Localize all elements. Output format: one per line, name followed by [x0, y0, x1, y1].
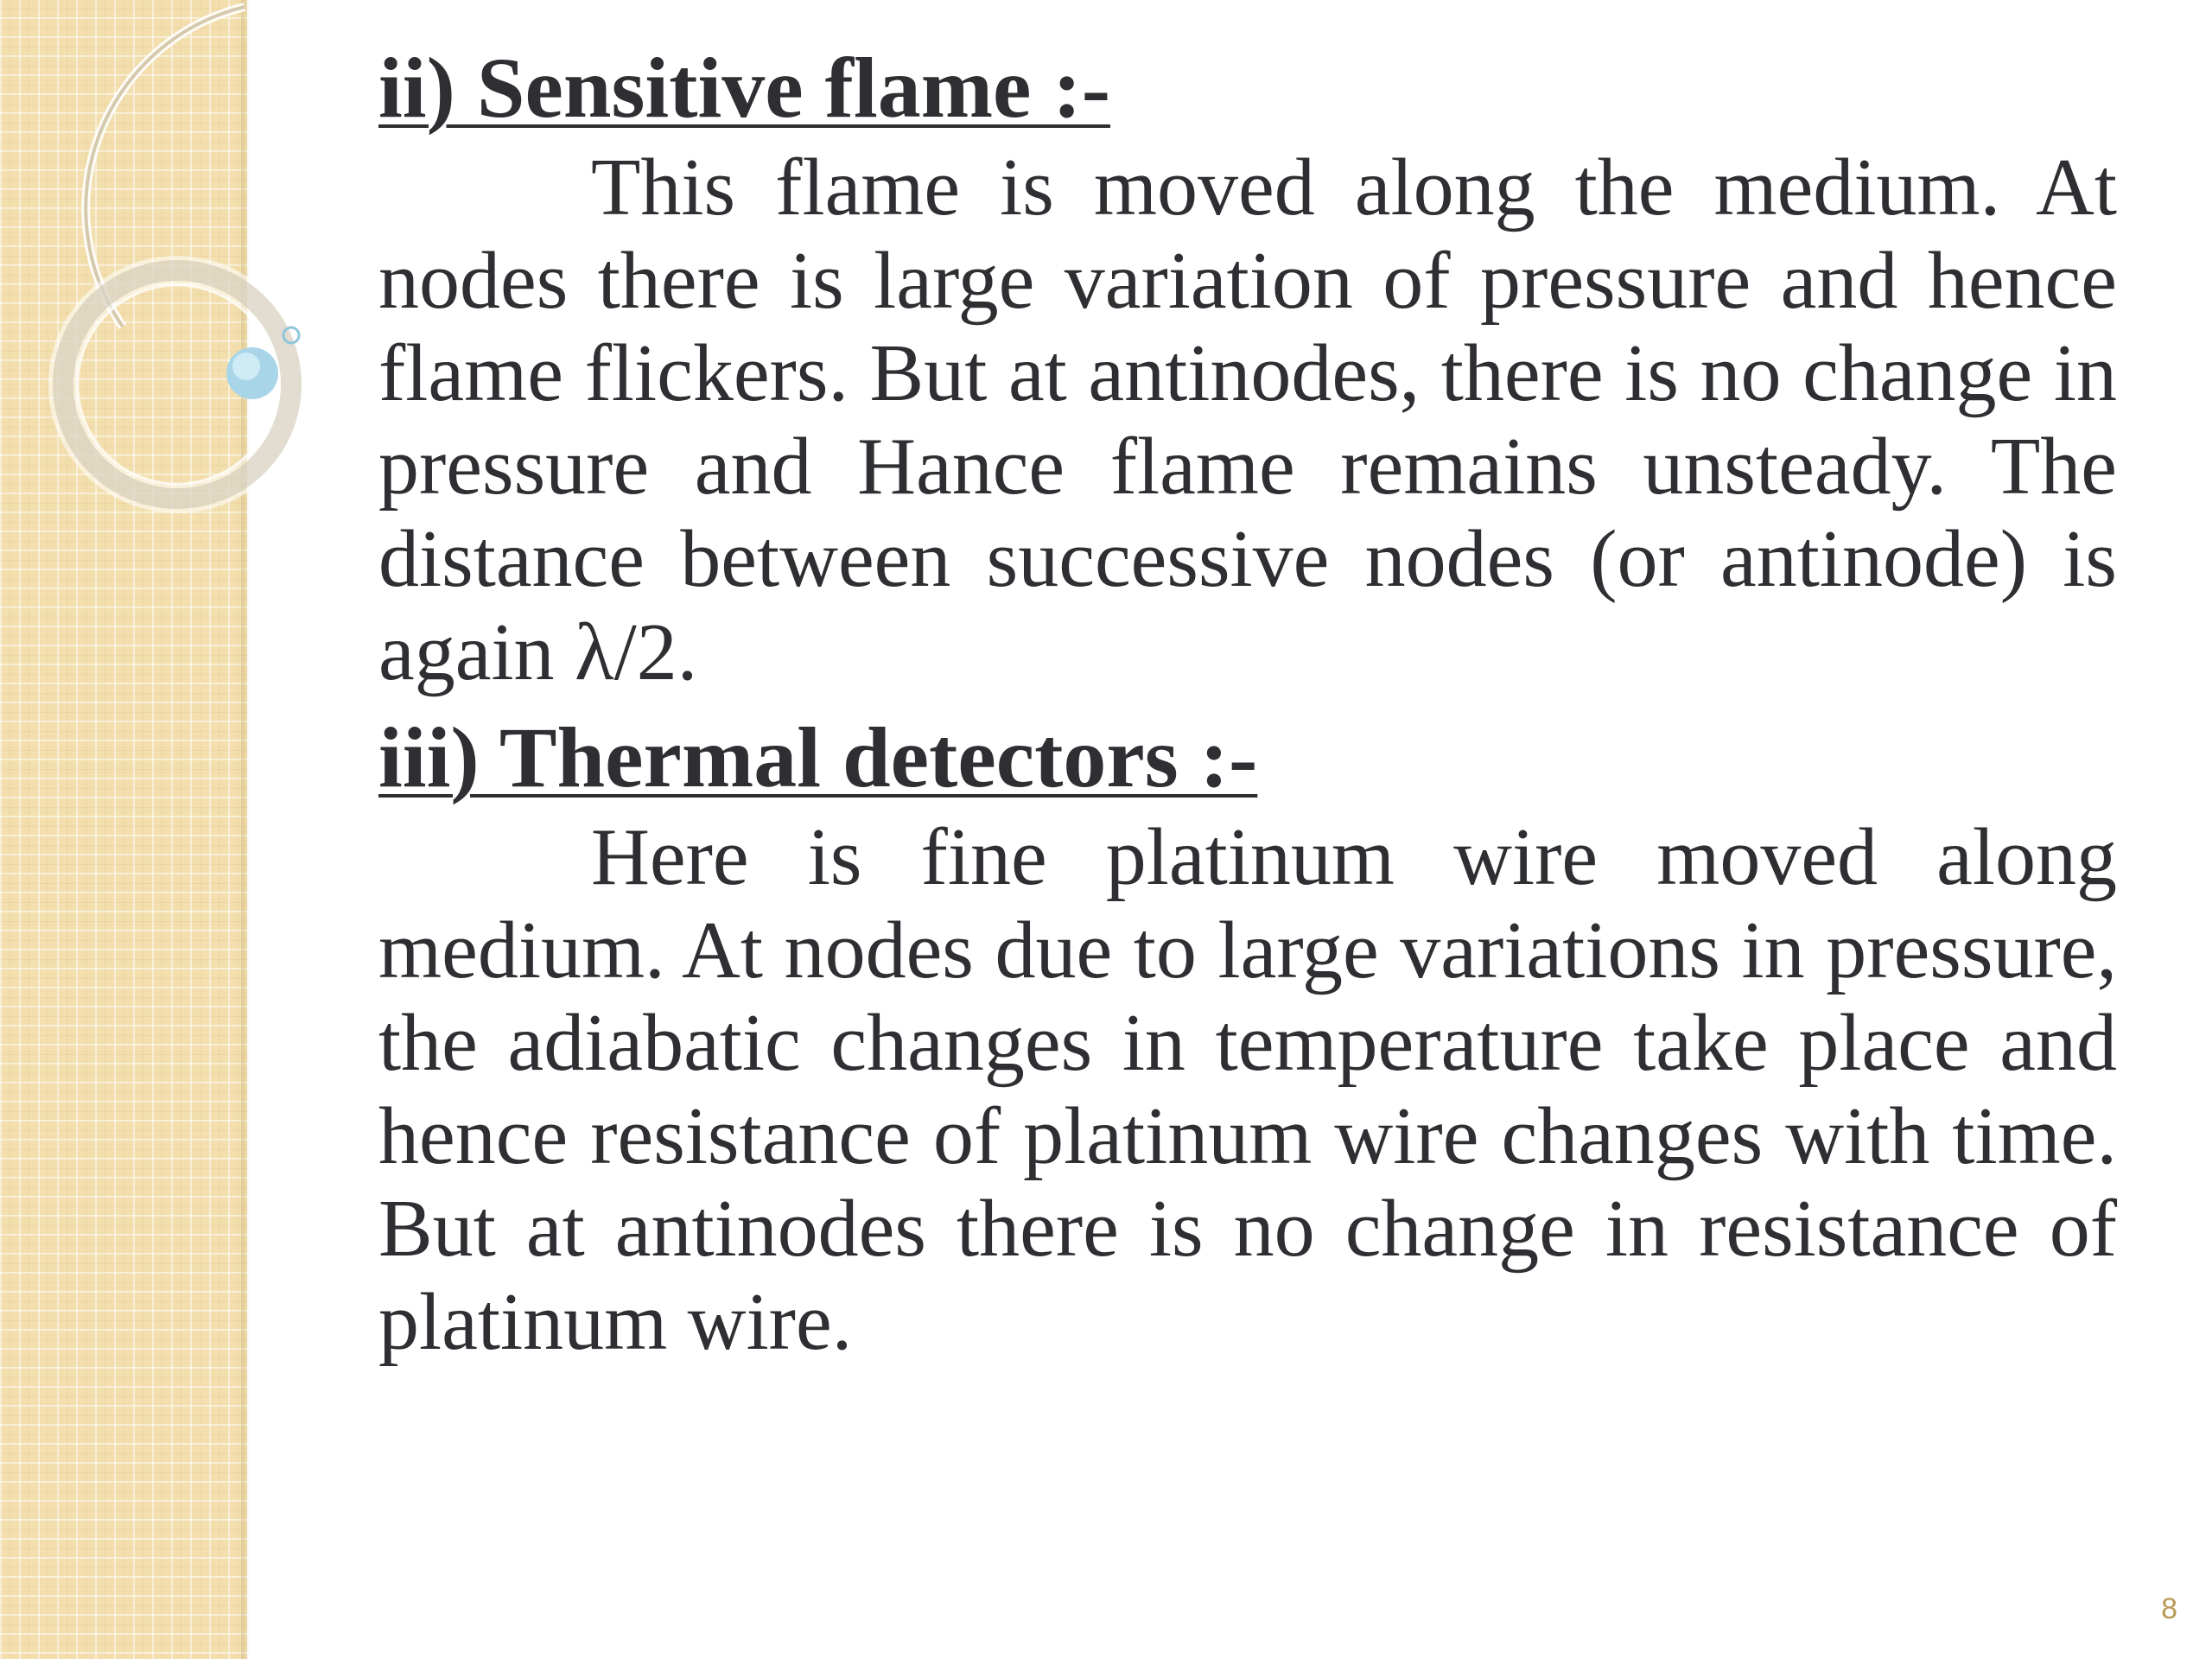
section-heading-sensitive-flame: ii) Sensitive flame :- — [378, 40, 1111, 136]
section-body-sensitive-flame: This flame is moved along the medium. At nodes there is large variation of pressure and hence flame flickers. But at antinodes, there is no change in pressure and Hance flame remains unsteady. The distance between successive nodes (or antinode) is again λ/2. — [378, 143, 2117, 697]
section-heading-thermal-detectors: iii) Thermal detectors :- — [378, 709, 1258, 805]
slide-content — [378, 35, 2117, 1374]
page-number: 8 — [2161, 1592, 2177, 1625]
section-body-thermal-detectors: Here is fine platinum wire moved along medium. At nodes due to large variations in pressure, the adiabatic changes in temperature take place and hence resistance of platinum wire changes with time. But at antinodes there is no change in resistance of platinum wire. — [378, 812, 2117, 1367]
decorative-rings — [0, 0, 363, 570]
